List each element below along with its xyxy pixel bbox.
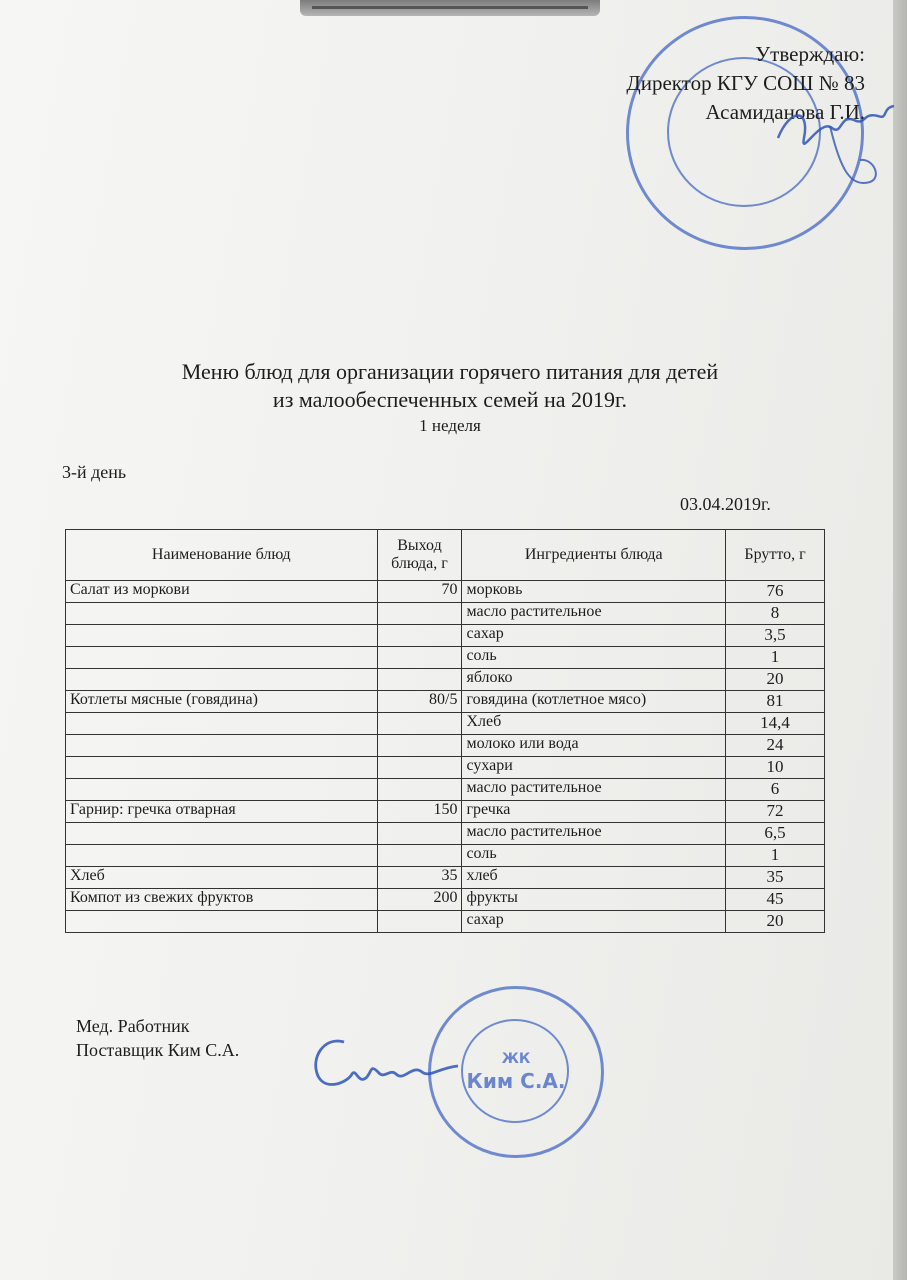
table-row	[66, 823, 825, 845]
ingredient-cell: масло растительное	[462, 823, 726, 845]
table-row	[66, 713, 825, 735]
output-cell	[377, 779, 462, 801]
dish-cell	[66, 845, 378, 867]
table-row	[66, 603, 825, 625]
table-row	[66, 581, 825, 603]
dish-cell: Хлеб	[66, 867, 378, 889]
output-cell: 80/5	[377, 691, 462, 713]
title-line2: из малообеспеченных семей на 2019г.	[272, 387, 628, 412]
output-cell	[377, 713, 462, 735]
ingredient-cell: сахар	[462, 911, 726, 933]
dish-cell: Компот из свежих фруктов	[66, 889, 378, 911]
brutto-cell: 1	[726, 647, 825, 669]
output-cell: 150	[377, 801, 462, 823]
dish-cell	[66, 823, 378, 845]
output-cell	[377, 845, 462, 867]
supplier-stamp-name: Ким С.А.	[466, 1069, 566, 1093]
document-title	[60, 358, 840, 438]
table-row	[66, 801, 825, 823]
dish-cell	[66, 757, 378, 779]
output-cell	[377, 647, 462, 669]
header-dish: Наименование блюд	[66, 530, 378, 581]
ingredient-cell: хлеб	[462, 867, 726, 889]
table-header-row	[66, 530, 825, 581]
brutto-cell: 35	[726, 867, 825, 889]
ingredient-cell: сахар	[462, 625, 726, 647]
header-output: Выход блюда, г	[377, 530, 462, 581]
header-ingredient: Ингредиенты блюда	[462, 530, 726, 581]
dish-cell	[66, 779, 378, 801]
supplier-label: Поставщик Ким С.А.	[76, 1040, 240, 1060]
supplier-stamp-prefix: ЖК	[501, 1051, 531, 1067]
header-brutto: Брутто, г	[726, 530, 825, 581]
week-label: 1 неделя	[419, 416, 481, 435]
ingredient-cell: молоко или вода	[462, 735, 726, 757]
menu-table	[65, 529, 825, 933]
table-row	[66, 691, 825, 713]
output-cell	[377, 625, 462, 647]
table-row	[66, 647, 825, 669]
brutto-cell: 20	[726, 911, 825, 933]
table-row	[66, 625, 825, 647]
brutto-cell: 72	[726, 801, 825, 823]
ingredient-cell: соль	[462, 845, 726, 867]
dish-cell	[66, 735, 378, 757]
ingredient-cell: морковь	[462, 581, 726, 603]
dish-cell	[66, 647, 378, 669]
ingredient-cell: соль	[462, 647, 726, 669]
supplier-signature	[308, 1028, 468, 1098]
document-date: 03.04.2019г.	[680, 494, 771, 514]
director-signature	[770, 98, 900, 198]
ingredient-cell: говядина (котлетное мясо)	[462, 691, 726, 713]
table-row	[66, 669, 825, 691]
brutto-cell: 24	[726, 735, 825, 757]
dish-cell: Салат из моркови	[66, 581, 378, 603]
brutto-cell: 3,5	[726, 625, 825, 647]
dish-cell	[66, 603, 378, 625]
brutto-cell: 10	[726, 757, 825, 779]
brutto-cell: 20	[726, 669, 825, 691]
med-worker-label: Мед. Работник	[76, 1016, 190, 1036]
brutto-cell: 6,5	[726, 823, 825, 845]
ingredient-cell: масло растительное	[462, 779, 726, 801]
dish-cell	[66, 911, 378, 933]
ingredient-cell: гречка	[462, 801, 726, 823]
output-cell	[377, 669, 462, 691]
clipboard-clip	[300, 0, 600, 16]
brutto-cell: 45	[726, 889, 825, 911]
table-row	[66, 845, 825, 867]
menu-table-body	[66, 581, 825, 933]
brutto-cell: 81	[726, 691, 825, 713]
approval-line3: Асамиданова Г.И.	[705, 100, 865, 124]
table-row	[66, 757, 825, 779]
output-cell	[377, 757, 462, 779]
brutto-cell: 76	[726, 581, 825, 603]
footer-block	[76, 1014, 239, 1062]
output-cell: 70	[377, 581, 462, 603]
brutto-cell: 1	[726, 845, 825, 867]
output-cell: 35	[377, 867, 462, 889]
table-row	[66, 889, 825, 911]
ingredient-cell: фрукты	[462, 889, 726, 911]
title-line1: Меню блюд для организации горячего питания для детей	[181, 359, 719, 384]
brutto-cell: 14,4	[726, 713, 825, 735]
ingredient-cell: масло растительное	[462, 603, 726, 625]
dish-cell	[66, 625, 378, 647]
brutto-cell: 6	[726, 779, 825, 801]
table-row	[66, 779, 825, 801]
table-row	[66, 735, 825, 757]
ingredient-cell: сухари	[462, 757, 726, 779]
day-label: 3-й день	[62, 462, 127, 482]
approval-line1: Утверждаю:	[755, 42, 865, 66]
dish-cell	[66, 713, 378, 735]
table-row	[66, 867, 825, 889]
output-cell	[377, 823, 462, 845]
output-cell: 200	[377, 889, 462, 911]
table-row	[66, 911, 825, 933]
ingredient-cell: Хлеб	[462, 713, 726, 735]
output-cell	[377, 603, 462, 625]
output-cell	[377, 911, 462, 933]
output-cell	[377, 735, 462, 757]
dish-cell: Гарнир: гречка отварная	[66, 801, 378, 823]
approval-line2: Директор КГУ СОШ № 83	[626, 71, 865, 95]
dish-cell	[66, 669, 378, 691]
brutto-cell: 8	[726, 603, 825, 625]
dish-cell: Котлеты мясные (говядина)	[66, 691, 378, 713]
ingredient-cell: яблоко	[462, 669, 726, 691]
